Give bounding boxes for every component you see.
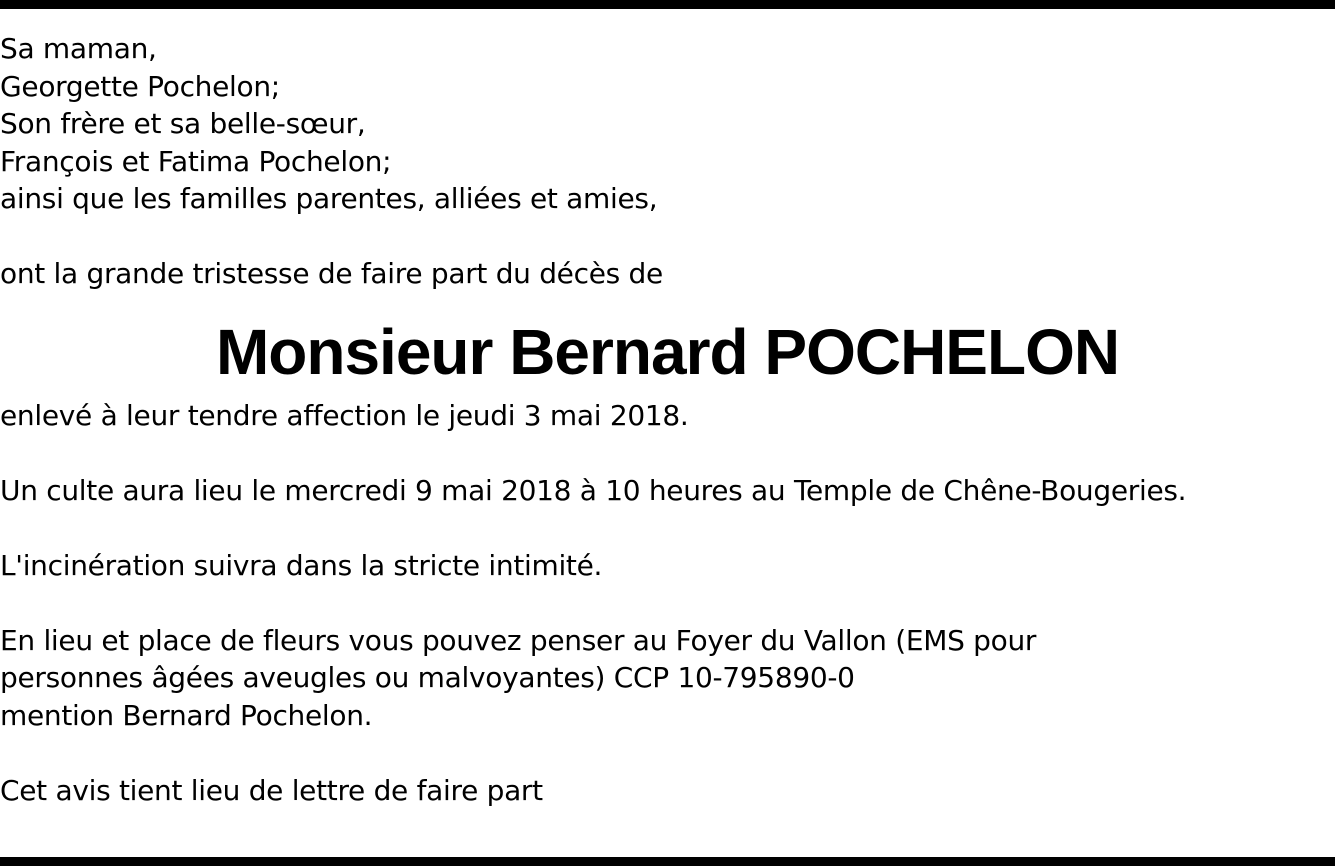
family-line: ainsi que les familles parentes, alliées et amies, bbox=[0, 182, 658, 215]
donation-line: mention Bernard Pochelon. bbox=[0, 698, 373, 732]
deceased-name-heading: Monsieur Bernard POCHELON bbox=[215, 315, 1120, 388]
closing-text: Cet avis tient lieu de lettre de faire part bbox=[0, 773, 543, 807]
family-block bbox=[0, 30, 1335, 218]
cremation-text: L'incinération suivra dans la stricte intimité. bbox=[0, 548, 603, 582]
passing-text: enlevé à leur tendre affection le jeudi 3 mai 2018. bbox=[0, 398, 689, 432]
donation-line: En lieu et place de fleurs vous pouvez penser au Foyer du Vallon (EMS pour bbox=[0, 623, 1037, 657]
family-line: Son frère et sa belle-sœur, bbox=[0, 107, 366, 140]
obituary-notice bbox=[0, 30, 1335, 809]
top-border-rule bbox=[0, 0, 1335, 9]
donation-block bbox=[0, 622, 1335, 735]
bottom-border-rule bbox=[0, 857, 1335, 866]
donation-line: personnes âgées aveugles ou malvoyantes) CCP 10-795890-0 bbox=[0, 661, 855, 694]
family-line: Sa maman, bbox=[0, 32, 157, 65]
family-line: François et Fatima Pochelon; bbox=[0, 144, 392, 178]
family-line: Georgette Pochelon; bbox=[0, 69, 280, 103]
service-text: Un culte aura lieu le mercredi 9 mai 2018 à 10 heures au Temple de Chêne-Bougeries. bbox=[0, 473, 1187, 507]
announcement-text: ont la grande tristesse de faire part du décès de bbox=[0, 257, 663, 290]
